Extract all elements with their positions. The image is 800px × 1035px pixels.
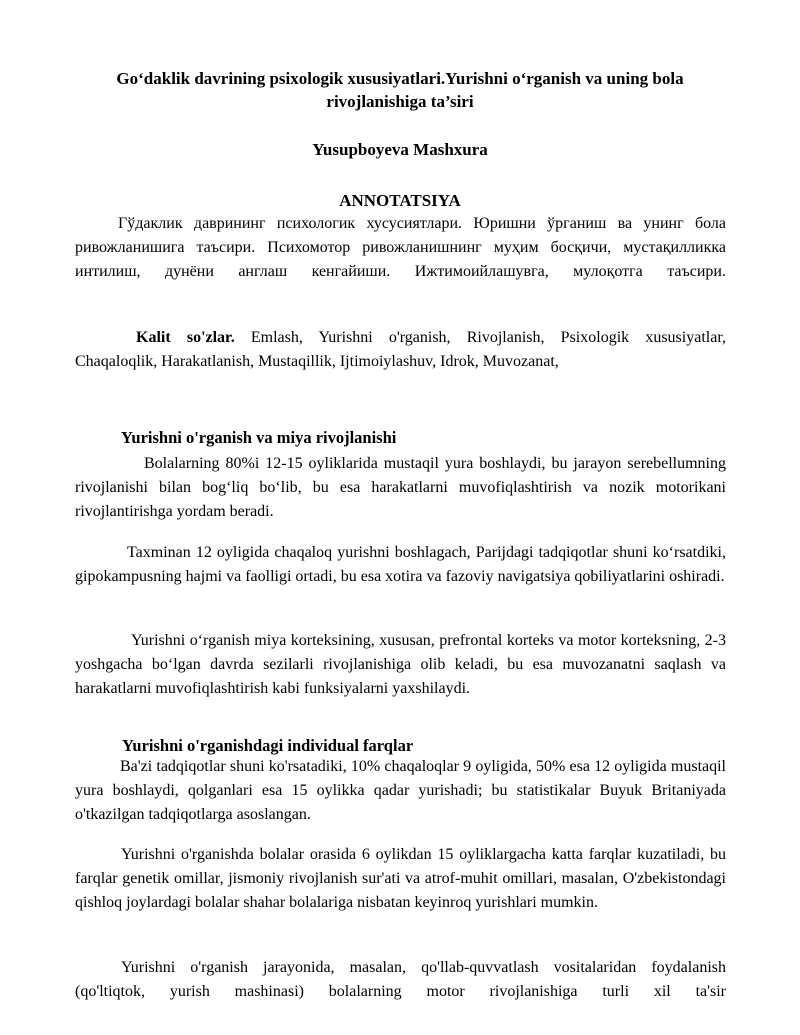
section-1-paragraph: Yurishni o‘rganish miya korteksining, xususan, prefrontal korteks va motor korteksning, 2-3 yoshgacha bo‘lgan davrda sezilarli rivojlanishiga olib keladi, bu esa muvozanatni saqlash va harakatlarni muvofiqlashtirish kabi funksiyalarni yaxshilaydi. [75, 632, 726, 697]
section-2-paragraph: Yurishni o'rganishda bolalar orasida 6 oylikdan 15 oyliklargacha katta farqlar kuzatiladi, bu farqlar genetik omillar, jismoniy rivojlanish sur'ati va atrof-muhit omillari, masalan, O'zbekistondagi qishloq joylardagi bolalar shahar bolalariga nisbatan keyinroq yurishlari mumkin. [75, 846, 726, 911]
section-2-paragraph: Ba'zi tadqiqotlar shuni ko'rsatadiki, 10% chaqaloqlar 9 oyligida, 50% esa 12 oyligida mustaqil yura boshlaydi, qolganlari esa 15 oylikka qadar yurishadi; bu statistikalar Buyuk Britaniyada o'tkazilgan tadqiqotlarga asoslangan. [75, 758, 726, 823]
keywords-text: Emlash, Yurishni o'rganish, Rivojlanish, Psixologik xususiyatlar, Chaqaloqlik, Harakatlanish, Mustaqillik, Ijtimoiylashuv, Idrok, Muvozanat, [75, 329, 727, 370]
title-line-1: Go‘daklik davrining psixologik xususiyatlari.Yurishni o‘rganish va uning bola [116, 69, 684, 88]
keywords-label: Kalit so'zlar. [136, 329, 235, 346]
keywords-paragraph [75, 326, 726, 374]
section-2-paragraph: Yurishni o'rganish jarayonida, masalan, qo'llab-quvvatlash vositalaridan foydalanish (qo'ltiqtok, yurish mashinasi) bolalarning motor rivojlanishiga turli xil ta'sir [75, 959, 726, 1000]
section-1-heading: Yurishni o'rganish va miya rivojlanishi [121, 428, 397, 447]
annotation-heading: ANNOTATSIYA [339, 191, 461, 210]
document-title [60, 67, 740, 113]
section-1-paragraph: Taxminan 12 oyligida chaqaloq yurishni boshlagach, Parijdagi tadqiqotlar shuni ko‘rsatdiki, gipokampusning hajmi va faolligi ortadi, bu esa xotira va fazoviy navigatsiya qobiliyatlarini oshiradi. [75, 544, 726, 585]
author-name: Yusupboyeva Mashxura [312, 140, 488, 159]
title-line-2: rivojlanishiga ta’siri [326, 92, 474, 111]
annotation-paragraph: Гўдаклик даврининг психологик хусусиятлари. Юришни ўрганиш ва унинг бола ривожланишига таъсири. Психомотор ривожланишнинг муҳим босқичи, мустақилликка интилиш, дунёни англаш кенгайиши. Ижтимоийлашувга, мулоқотга таъсири. [75, 215, 726, 280]
section-1-paragraph: Bolalarning 80%i 12-15 oyliklarida mustaqil yura boshlaydi, bu jarayon serebellumning rivojlanishi bilan bog‘liq bo‘lib, bu esa harakatlarni muvofiqlashtirish va nozik motorikani rivojlantirishga yordam beradi. [75, 455, 726, 520]
section-2-heading: Yurishni o'rganishdagi individual farqlar [122, 736, 414, 755]
